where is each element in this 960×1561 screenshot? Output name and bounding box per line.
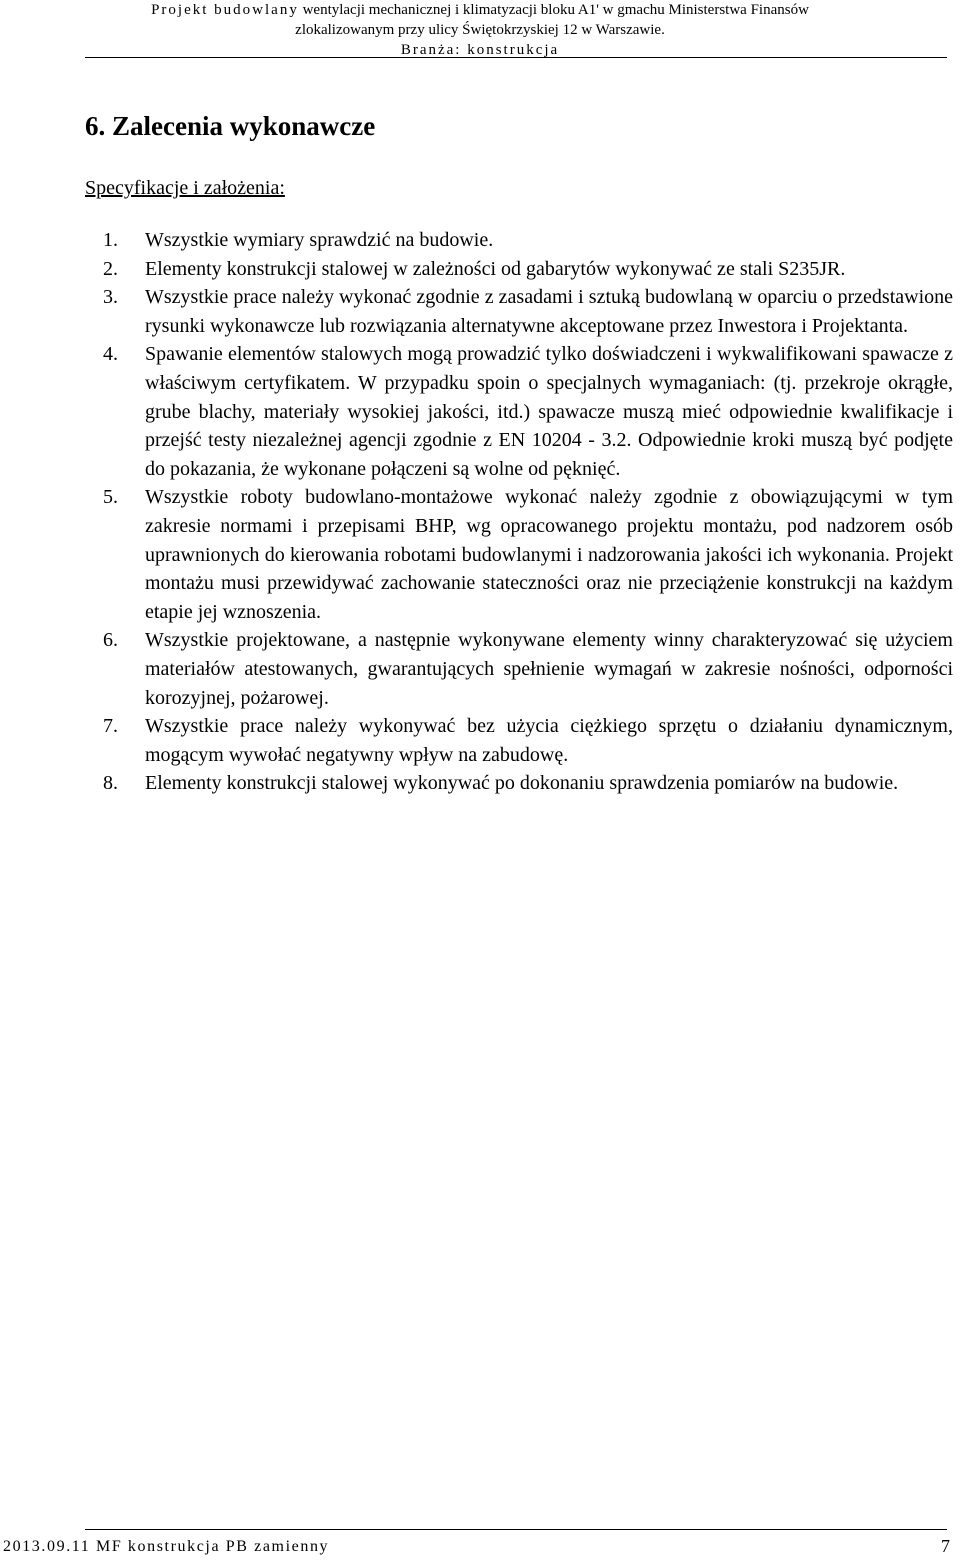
list-item — [85, 712, 953, 769]
page-number: 7 — [941, 1536, 950, 1556]
header-line-2: zlokalizowanym przy ulicy Świętokrzyskiej 12 w Warszawie. — [295, 22, 665, 38]
footer-divider — [85, 1529, 947, 1530]
recommendations-list — [85, 226, 953, 798]
list-item-number: 8. — [103, 772, 118, 795]
list-item-number: 3. — [103, 286, 118, 309]
page-header — [0, 0, 960, 60]
list-item — [85, 226, 953, 255]
list-item — [85, 283, 953, 340]
header-line-1 — [0, 0, 960, 20]
list-item-text: Wszystkie wymiary sprawdzić na budowie. — [145, 229, 494, 251]
list-item-number: 6. — [103, 629, 118, 652]
list-item-text: Wszystkie prace należy wykonywać bez użycia ciężkiego sprzętu o działaniu dynamicznym, mogącym wywołać negatywny wpływ na zabudowę. — [145, 715, 953, 766]
list-item-number: 1. — [103, 229, 118, 251]
list-item-number: 7. — [103, 715, 118, 738]
header-divider — [85, 57, 947, 58]
list-item-text: Elementy konstrukcji stalowej wykonywać po dokonaniu sprawdzenia pomiarów na budowie. — [145, 772, 899, 795]
header-line-3: Branża: konstrukcja — [400, 42, 560, 58]
list-item-text: Elementy konstrukcji stalowej w zależności od gabarytów wykonywać ze stali S235JR. — [145, 257, 846, 280]
list-item-text: Wszystkie roboty budowlano-montażowe wykonać należy zgodnie z obowiązującymi w tym zakresie normami i przepisami BHP, wg opracowanego projektu montażu, pod nadzorem osób uprawnionych do kierowania robotami budowlanymi i nadzorowania jakości ich wykonania. Projekt montażu musi przewidywać zachowanie stateczności oraz nie przeciążenie konstrukcji na każdym etapie jej wznoszenia. — [145, 486, 953, 623]
list-item — [85, 483, 953, 626]
footer-document-id: 2013.09.11 MF konstrukcja PB zamienny — [3, 1538, 330, 1555]
header-project-label: Projekt budowlany — [151, 2, 299, 18]
list-item-number: 5. — [103, 486, 118, 509]
list-item-number: 2. — [103, 257, 118, 280]
section-subheading: Specyfikacje i założenia: — [85, 177, 285, 199]
section-title: 6. Zalecenia wykonawcze — [85, 111, 376, 141]
list-item-text: Wszystkie projektowane, a następnie wykonywane elementy winny charakteryzować się użyciem materiałów atestowanych, gwarantujących spełnienie wymagań w zakresie nośności, odporności korozyjnej, pożarowej. — [145, 629, 953, 709]
list-item — [85, 769, 953, 798]
list-item — [85, 626, 953, 712]
list-item — [85, 340, 953, 483]
list-item-number: 4. — [103, 343, 118, 366]
list-item-text: Spawanie elementów stalowych mogą prowadzić tylko doświadczeni i wykwalifikowani spawacze z właściwym certyfikatem. W przypadku spoin o specjalnych wymaganiach: (tj. przekroje okrągłe, grube blachy, materiały wysokiej jakości, itd.) spawacze muszą mieć odpowiednie kwalifikacje i przejść testy niezależnej agencji zgodnie z EN 10204 - 3.2. Odpowiednie kroki muszą być podjęte do pokazania, że wykonane połączeni są wolne od pęknięć. — [145, 343, 953, 480]
list-item — [85, 255, 953, 284]
header-project-title: wentylacji mechanicznej i klimatyzacji bloku A1' w gmachu Ministerstwa Finansów — [298, 2, 809, 18]
list-item-text: Wszystkie prace należy wykonać zgodnie z zasadami i sztuką budowlaną w oparciu o przedstawione rysunki wykonawcze lub rozwiązania alternatywne akceptowane przez Inwestora i Projektanta. — [145, 286, 953, 337]
